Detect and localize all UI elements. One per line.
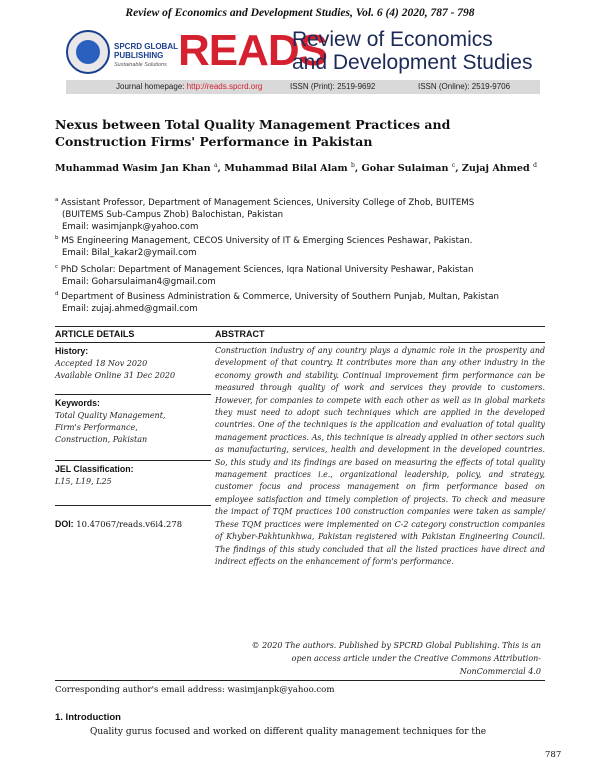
author-mark: c — [451, 162, 456, 169]
journal-title-line2: and Development Studies — [292, 51, 533, 74]
affil-line: (BUITEMS Sub-Campus Zhob) Balochistan, Pakistan — [62, 209, 284, 220]
journal-title — [292, 28, 533, 74]
abstract-heading: ABSTRACT — [215, 329, 265, 339]
affil-mark: b — [55, 235, 59, 241]
history-label: History: — [55, 346, 89, 356]
author-mark: b — [351, 162, 355, 169]
homepage-label-text: Journal homepage: — [116, 82, 185, 91]
details-divider — [55, 460, 211, 461]
paper-title: Nexus between Total Quality Management Practices and Construction Firms' Performance in Pakistan — [55, 117, 451, 149]
publisher-line2: PUBLISHING — [114, 51, 164, 60]
affil-line: Department of Business Administration & Commerce, University of Southern Punjab, Multan, Pakistan — [61, 291, 499, 302]
affil-mark: a — [55, 197, 59, 203]
author-name: Muhammad Wasim Jan Khan — [55, 163, 211, 175]
globe-icon — [76, 40, 100, 64]
header-rule — [55, 342, 545, 343]
history-block — [55, 346, 211, 382]
introduction-heading: 1. Introduction — [55, 712, 121, 723]
copyright-line: open access article under the Creative Commons Attribution- — [291, 654, 541, 663]
keyword-item: Total Quality Management, — [55, 411, 166, 420]
issn-online: ISSN (Online): 2519-9706 — [418, 82, 511, 91]
author-separator: , — [217, 163, 225, 175]
reads-logo: READS — [178, 26, 328, 75]
affil-email: Email: Goharsulaiman4@gmail.com — [62, 276, 216, 287]
keywords-label: Keywords: — [55, 398, 100, 408]
doi-link[interactable]: 10.47067/reads.v6i4.278 — [76, 519, 183, 529]
jel-label: JEL Classification: — [55, 464, 134, 474]
copyright-line: © 2020 The authors. Published by SPCRD Global Publishing. This is an — [251, 641, 541, 650]
keywords-block — [55, 398, 211, 446]
author-list — [55, 162, 555, 174]
publisher-line1: SPCRD GLOBAL — [114, 42, 178, 51]
author-name: Gohar Sulaiman — [361, 163, 449, 175]
journal-title-line1: Review of Economics — [292, 28, 493, 51]
affil-mark: c — [55, 264, 59, 270]
affiliation-c — [55, 261, 555, 288]
affil-email: Email: zujaj.ahmed@gmail.com — [62, 303, 198, 314]
publisher-logo-icon — [66, 30, 110, 74]
affiliation-b — [55, 232, 555, 259]
abstract-text: Construction industry of any country plays a dynamic role in the prosperity and development of that country. It contributes more than any other industry in the economy growth and stability. Continual improvement firm performance can be measured through quality of work and services they provide to customers. However, for companies to compete with each other as well as in global markets they must need to adopt such techniques which are applied in the developed countries. One of the techniques is the application and evaluation of total quality management practices. As, this technique is already applied in other sectors such as manufacturing, services, health and development in the developed countries. So, this study and its findings are based on measuring the effects of total quality management practices i.e., organizational leadership, policy, and strategy, customer focus and process management on firm performance based on employee satisfaction and timely completion of projects. To check and measure the impact of TQM practices 100 construction companies were taken as sample/ These TQM practices were implemented on C-2 category construction companies of Khyber-Pakhtunkhwa, Pakistan registered with Pakistan Engineering Council. The findings of this study concluded that all the listed practices have direct and indirect effects on the enhancement of form's performance. — [215, 346, 545, 566]
corresponding-email: Corresponding author's email address: wasimjanpk@yahoo.com — [55, 685, 335, 695]
affil-line: Assistant Professor, Department of Management Sciences, University College of Zhob, BUITEMS — [61, 197, 475, 208]
homepage-label — [116, 82, 262, 91]
accepted-date: Accepted 18 Nov 2020 — [55, 359, 148, 368]
affiliation-a — [55, 194, 555, 233]
publisher-name — [114, 42, 178, 60]
author-separator: , — [354, 163, 362, 175]
article-details-heading: ARTICLE DETAILS — [55, 329, 135, 339]
author-name: Muhammad Bilal Alam — [224, 163, 348, 175]
author-name: Zujaj Ahmed — [461, 163, 530, 175]
affil-line: MS Engineering Management, CECOS University of IT & Emerging Sciences Peshawar, Pakistan. — [61, 235, 473, 246]
doi-label: DOI: — [55, 519, 74, 529]
journal-banner — [66, 26, 540, 96]
affil-mark: d — [55, 291, 59, 297]
bottom-rule — [55, 680, 545, 681]
publisher-tagline: Sustainable Solutions — [114, 62, 167, 68]
keyword-item: Construction, Pakistan — [55, 435, 148, 444]
page-number: 787 — [545, 750, 562, 760]
top-rule — [55, 326, 545, 327]
author-separator: , — [455, 163, 462, 175]
running-header: Review of Economics and Development Studies, Vol. 6 (4) 2020, 787 - 798 — [125, 7, 475, 19]
affiliation-d — [55, 288, 555, 315]
homepage-link[interactable]: http://reads.spcrd.org — [186, 82, 263, 91]
author-mark: a — [213, 162, 218, 169]
keyword-item: Firm's Performance, — [55, 423, 138, 432]
affil-email: Email: Bilal_kakar2@ymail.com — [62, 247, 197, 258]
doi-block — [55, 519, 211, 529]
details-divider — [55, 505, 211, 506]
affil-line: PhD Scholar: Department of Management Sciences, Iqra National University Peshawar, Pakistan — [60, 264, 474, 275]
issn-print: ISSN (Print): 2519-9692 — [290, 82, 376, 91]
available-date: Available Online 31 Dec 2020 — [55, 371, 176, 380]
copyright-line: NonCommercial 4.0 — [459, 667, 541, 676]
jel-codes: L15, L19, L25 — [55, 477, 112, 486]
copyright-notice — [215, 639, 541, 678]
details-divider — [55, 394, 211, 395]
author-mark: d — [533, 162, 537, 169]
introduction-text: Quality gurus focused and worked on different quality management techniques for the — [90, 727, 487, 737]
jel-block — [55, 464, 211, 488]
affil-email: Email: wasimjanpk@yahoo.com — [62, 221, 199, 232]
